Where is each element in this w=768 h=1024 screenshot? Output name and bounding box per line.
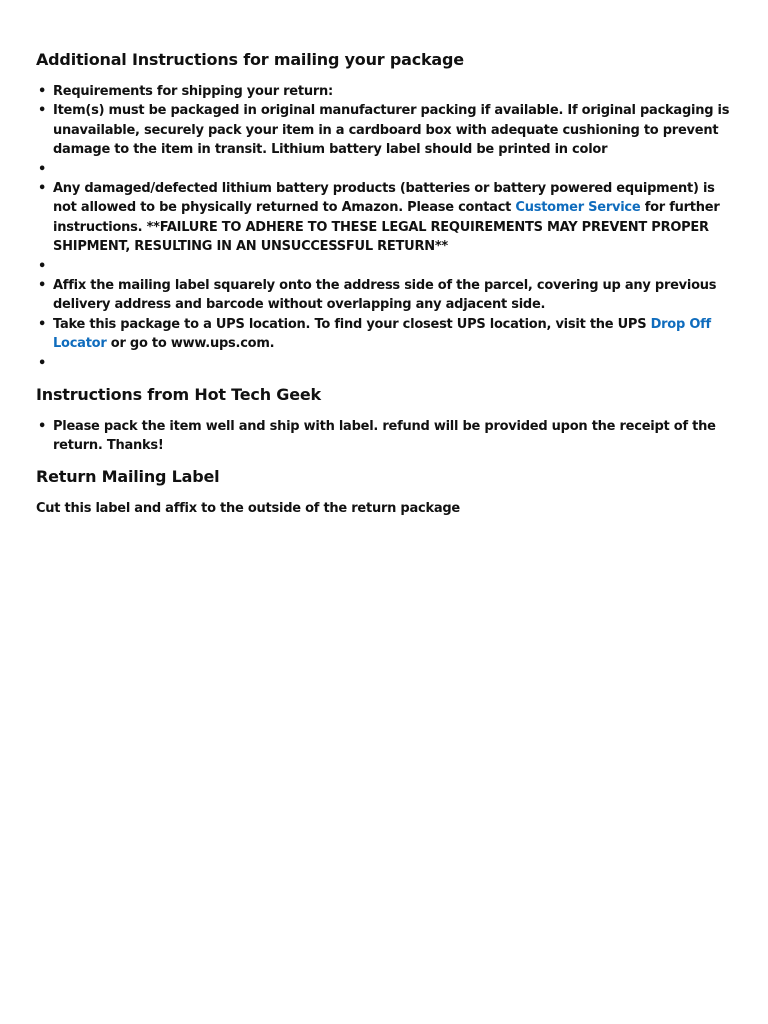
- list-item-empty: [53, 257, 732, 276]
- lithium-battery-text: Any damaged/defected lithium battery products (batteries or battery powered equipment) is not allowed to be physically returned to Amazon. Please contact: [53, 181, 715, 216]
- list-item-empty: [53, 354, 732, 373]
- return-mailing-label-heading: Return Mailing Label: [36, 466, 220, 486]
- seller-instructions-list: [36, 417, 732, 456]
- drop-off-locator-link[interactable]: Drop Off Locator: [53, 316, 711, 352]
- ups-website-text: or go to www.ups.com.: [106, 336, 275, 352]
- seller-instructions-heading: Instructions from Hot Tech Geek: [36, 385, 321, 405]
- list-item-packaging: • Item(s) must be packaged in original manufacturer packing if available. If original packaging is unavailable, securely pack your item in a cardboard box with adequate cushioning to prevent damage to the item in transit. Lithium battery label should be printed in color: [53, 101, 732, 159]
- lithium-battery-warning-text: for further instructions. **FAILURE TO ADHERE TO THESE LEGAL REQUIREMENTS MAY PREVENT PROPER SHIPMENT, RESULTING IN AN UNSUCCESSFUL RETURN**: [53, 200, 720, 255]
- mailing-instructions-list: [36, 82, 732, 373]
- list-item-lithium-battery: [53, 179, 732, 257]
- list-item-empty: [53, 160, 732, 179]
- ups-location-text: Take this package to a UPS location. To find your closest UPS location, visit the UPS: [53, 316, 651, 332]
- list-item-affix-label: • Affix the mailing label squarely onto the address side of the parcel, covering up any previous delivery address and barcode without overlapping any adjacent side.: [53, 276, 732, 315]
- mailing-instructions-heading: Additional Instructions for mailing your package: [36, 50, 464, 69]
- list-item-pack-item: • Please pack the item well and ship with label. refund will be provided upon the receipt of the return. Thanks!: [53, 417, 732, 456]
- list-item-ups-location: [53, 315, 732, 354]
- cut-label-instruction: Cut this label and affix to the outside of the return package: [36, 500, 460, 516]
- customer-service-link[interactable]: Customer Service: [515, 200, 641, 216]
- list-item-requirements: • Requirements for shipping your return:: [53, 82, 732, 101]
